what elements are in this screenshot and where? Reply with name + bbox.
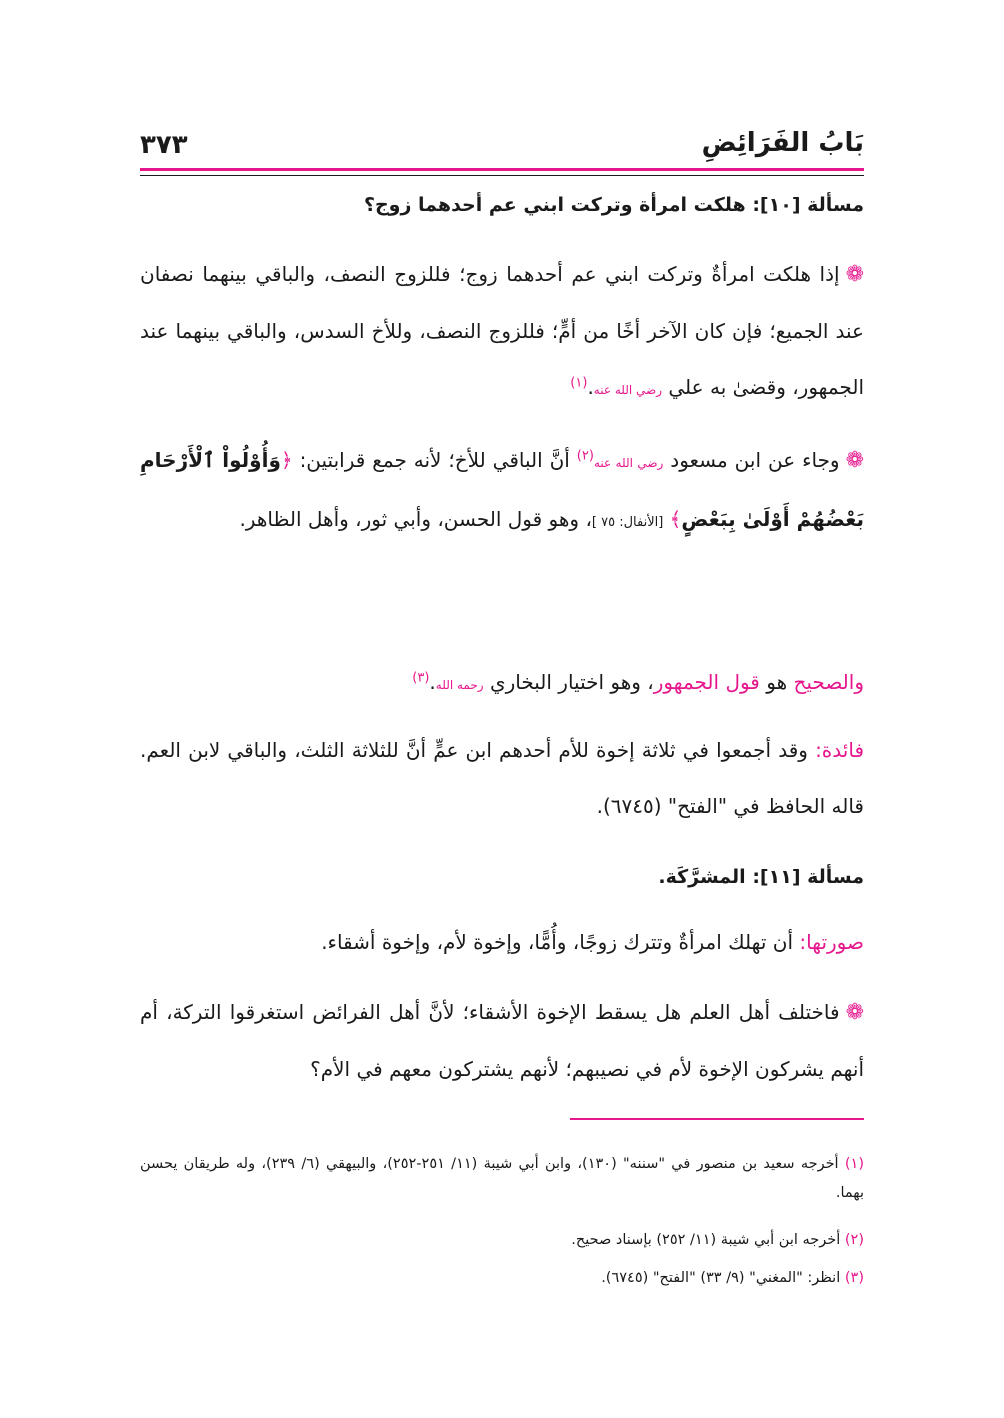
its-form-label: صورتها: [799, 930, 864, 954]
paragraph-6-text: فاختلف أهل العلم هل يسقط الإخوة الأشقاء؛ لأنَّ أهل الفرائض استغرقوا التركة، أم أنهم يشركون الإخوة لأم في نصيبهم؛ لأنهم يشتركون معهم في الأم؟ [140, 1000, 864, 1081]
header-rule-black [140, 175, 864, 176]
paragraph-3-text-a: هو [766, 670, 788, 694]
quran-bracket-open: ﴿ [280, 448, 293, 472]
paragraph-2-text-b: أنَّ الباقي للأخ؛ لأنه جمع قرابتين: [299, 448, 570, 472]
footnote-number: (١) [844, 1156, 864, 1172]
footnote-text: أخرجه ابن أبي شيبة (١١/ ٢٥٢) بإسناد صحيح. [571, 1232, 841, 1248]
paragraph-4-text: وقد أجمعوا في ثلاثة إخوة للأم أحدهم ابن عمٍّ أنَّ للثلاثة الثلث، والباقي لابن العم. قاله الحافظ في "الفتح" (٦٧٤٥). [140, 738, 864, 818]
footnote-2 [140, 1226, 864, 1255]
paragraph-6 [140, 984, 864, 1097]
flower-ornament-icon: ❁ [845, 1000, 864, 1025]
paragraph-4 [140, 722, 864, 834]
footnote-number: (٣) [844, 1270, 864, 1286]
page-number: ٣٧٣ [140, 130, 188, 160]
footnote-separator [570, 1118, 864, 1120]
footnote-ref-1[interactable]: (١) [570, 375, 588, 391]
paragraph-2-text-a: وجاء عن ابن مسعود [670, 448, 840, 472]
question-11-heading [140, 866, 864, 888]
paragraph-2 [140, 432, 864, 551]
footnote-number: (٢) [844, 1232, 864, 1248]
paragraph-1-end: . [587, 375, 594, 399]
paragraph-1 [140, 246, 864, 418]
footnote-3 [140, 1264, 864, 1293]
footnote-text: انظر: "المغني" (٩/ ٣٣) "الفتح" (٦٧٤٥). [601, 1270, 841, 1286]
paragraph-5-text: أن تهلك امرأةٌ وتترك زوجًا، وأُمًّا، وإخوة لأم، وإخوة أشقاء. [321, 930, 794, 954]
footnote-text: أخرجه سعيد بن منصور في "سننه" (١٣٠)، وابن أبي شيبة (١١/ ٢٥١-٢٥٢)، والبيهقي (٦/ ٢٣٩)، وله طريقان يحسن بهما. [140, 1156, 864, 1201]
honorific-radiallah: رضي الله عنه [593, 456, 664, 470]
paragraph-1-text: إذا هلكت امرأةٌ وتركت ابني عم أحدهما زوج؛ فللزوج النصف، والباقي بينهما نصفان عند الجميع؛ فإن كان الآخر أخًا من أمٍّ؛ فللزوج النصف، وللأخ السدس، والباقي بينهما عند الجمهور، وقضىٰ به علي [140, 262, 864, 399]
paragraph-3 [140, 654, 864, 713]
footnote-ref-3[interactable]: (٣) [412, 670, 430, 686]
paragraph-2-text-c: ، وهو قول الحسن، وأبي ثور، وأهل الظاهر. [239, 507, 592, 531]
paragraph-5 [140, 914, 864, 970]
honorific-rahimahullah: رحمه الله [435, 678, 484, 692]
question-11-title: المشرَّكَة. [658, 866, 746, 888]
honorific-radiallah: رضي الله عنه [593, 383, 663, 397]
flower-ornament-icon: ❁ [845, 262, 864, 287]
quran-bracket-close: ﴾ [669, 507, 682, 531]
quran-verse: وَأُوْلُواْ ٱلْأَرْحَامِ بَعْضُهُمْ أَوْلَىٰ بِبَعْضٍ [140, 448, 864, 531]
footnote-ref-2[interactable]: (٢) [576, 448, 594, 464]
correct-label: والصحيح [793, 670, 864, 694]
paragraph-3-text-b: ، وهو اختيار البخاري [489, 670, 654, 694]
paragraph-3-end: . [429, 670, 436, 694]
question-11-label: مسألة [١١]: [752, 866, 864, 888]
verse-citation: [الأنفال: ٧٥ ] [591, 515, 664, 530]
question-10-heading [140, 194, 864, 216]
header-rule-pink [140, 168, 864, 171]
chapter-title: بَابُ الفَرَائِضِ [701, 128, 864, 158]
question-10-title: هلكت امرأة وتركت ابني عم أحدهما زوج؟ [363, 194, 746, 216]
footnote-1 [140, 1150, 864, 1208]
benefit-label: فائدة: [815, 738, 864, 762]
flower-ornament-icon: ❁ [845, 448, 865, 473]
question-10-label: مسألة [١٠]: [752, 194, 864, 216]
majority-opinion-highlight: قول الجمهور [653, 670, 760, 694]
